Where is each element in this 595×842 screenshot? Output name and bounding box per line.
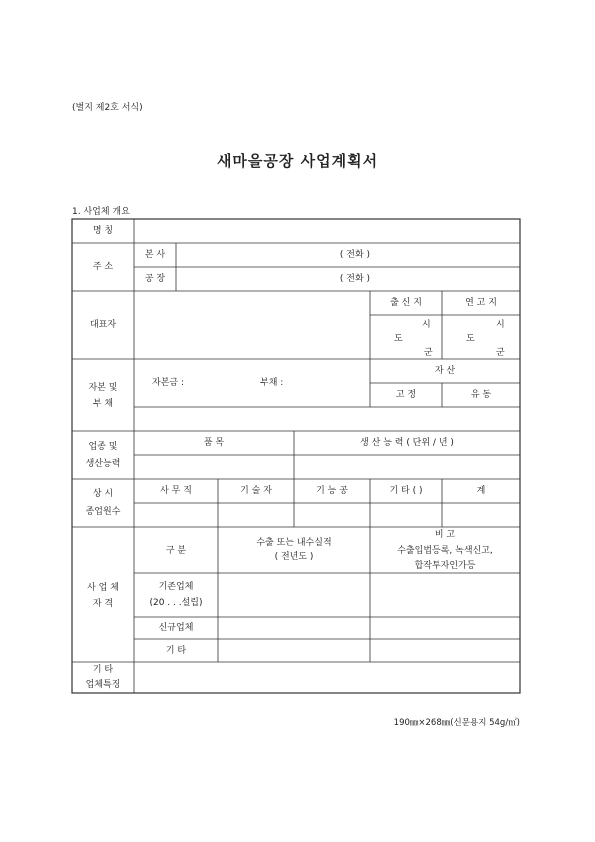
label-remark-line2: 수출입법등록, 녹색신고, [397,546,493,556]
birthplace-do: 도 [394,334,403,344]
contact-do: 도 [466,334,475,344]
label-employees-line2: 종업원수 [85,507,121,517]
label-skilled-workers: 기 능 공 [316,486,348,496]
label-category: 구 분 [165,546,187,556]
birthplace-gun: 군 [424,348,433,358]
label-assets: 자 산 [434,366,456,376]
label-head-office: 본 사 [144,250,166,260]
label-qualification-line2: 자 격 [92,599,114,609]
label-office-staff: 사 무 직 [160,486,192,496]
label-export-line2: ( 전년도 ) [274,552,314,562]
form-number-note: (별지 제2호 서식) [72,103,143,113]
debt-amount-label: 부채 : [260,378,284,388]
label-birthplace: 출 신 지 [390,298,422,308]
label-existing-company: 기존업체 [158,582,194,592]
label-capital-line2: 부 채 [92,399,114,409]
label-etc: 기 타 [165,646,187,656]
birthplace-si: 시 [422,320,431,330]
paper-size-note: 190㎜×268㎜(신문용지 54g/㎡) [393,718,520,728]
label-other-line2: 업체특징 [85,680,121,690]
label-employees-line1: 상 시 [92,489,114,499]
label-industry-line1: 업종 및 [88,442,118,452]
phone-head-office: ( 전화 ) [339,250,371,260]
label-address: 주 소 [92,262,114,272]
phone-factory: ( 전화 ) [339,274,371,284]
section-title: 1. 사업체 개요 [72,207,130,217]
label-current-assets: 유 동 [470,390,492,400]
label-other-staff: 기 타 ( ) [389,486,423,496]
label-name: 명 칭 [92,226,114,236]
label-remark-line1: 비 고 [434,530,456,540]
label-product-item: 품 목 [203,438,225,448]
capital-amount-label: 자본금 : [152,378,184,388]
contact-gun: 군 [496,348,505,358]
label-established-date: (20 . . .설립) [149,598,203,608]
label-qualification-line1: 사 업 체 [87,583,119,593]
label-industry-line2: 생산능력 [85,459,121,469]
label-representative: 대표자 [89,320,117,330]
label-technicians: 기 술 자 [240,486,272,496]
label-export-line1: 수출 또는 내수실적 [256,538,332,548]
label-other-line1: 기 타 [92,665,114,675]
label-fixed-assets: 고 정 [395,390,417,400]
label-new-company: 신규업체 [158,623,194,633]
label-factory: 공 장 [144,274,166,284]
label-contact-region: 연 고 지 [465,298,497,308]
label-production-capacity: 생 산 능 력 ( 단위 / 년 ) [360,438,454,448]
label-remark-line3: 합작투자인가등 [414,561,476,571]
label-total: 계 [476,486,486,496]
label-capital-line1: 자본 및 [88,383,118,393]
contact-si: 시 [496,320,505,330]
document-title: 새마을공장 사업계획서 [216,152,379,170]
